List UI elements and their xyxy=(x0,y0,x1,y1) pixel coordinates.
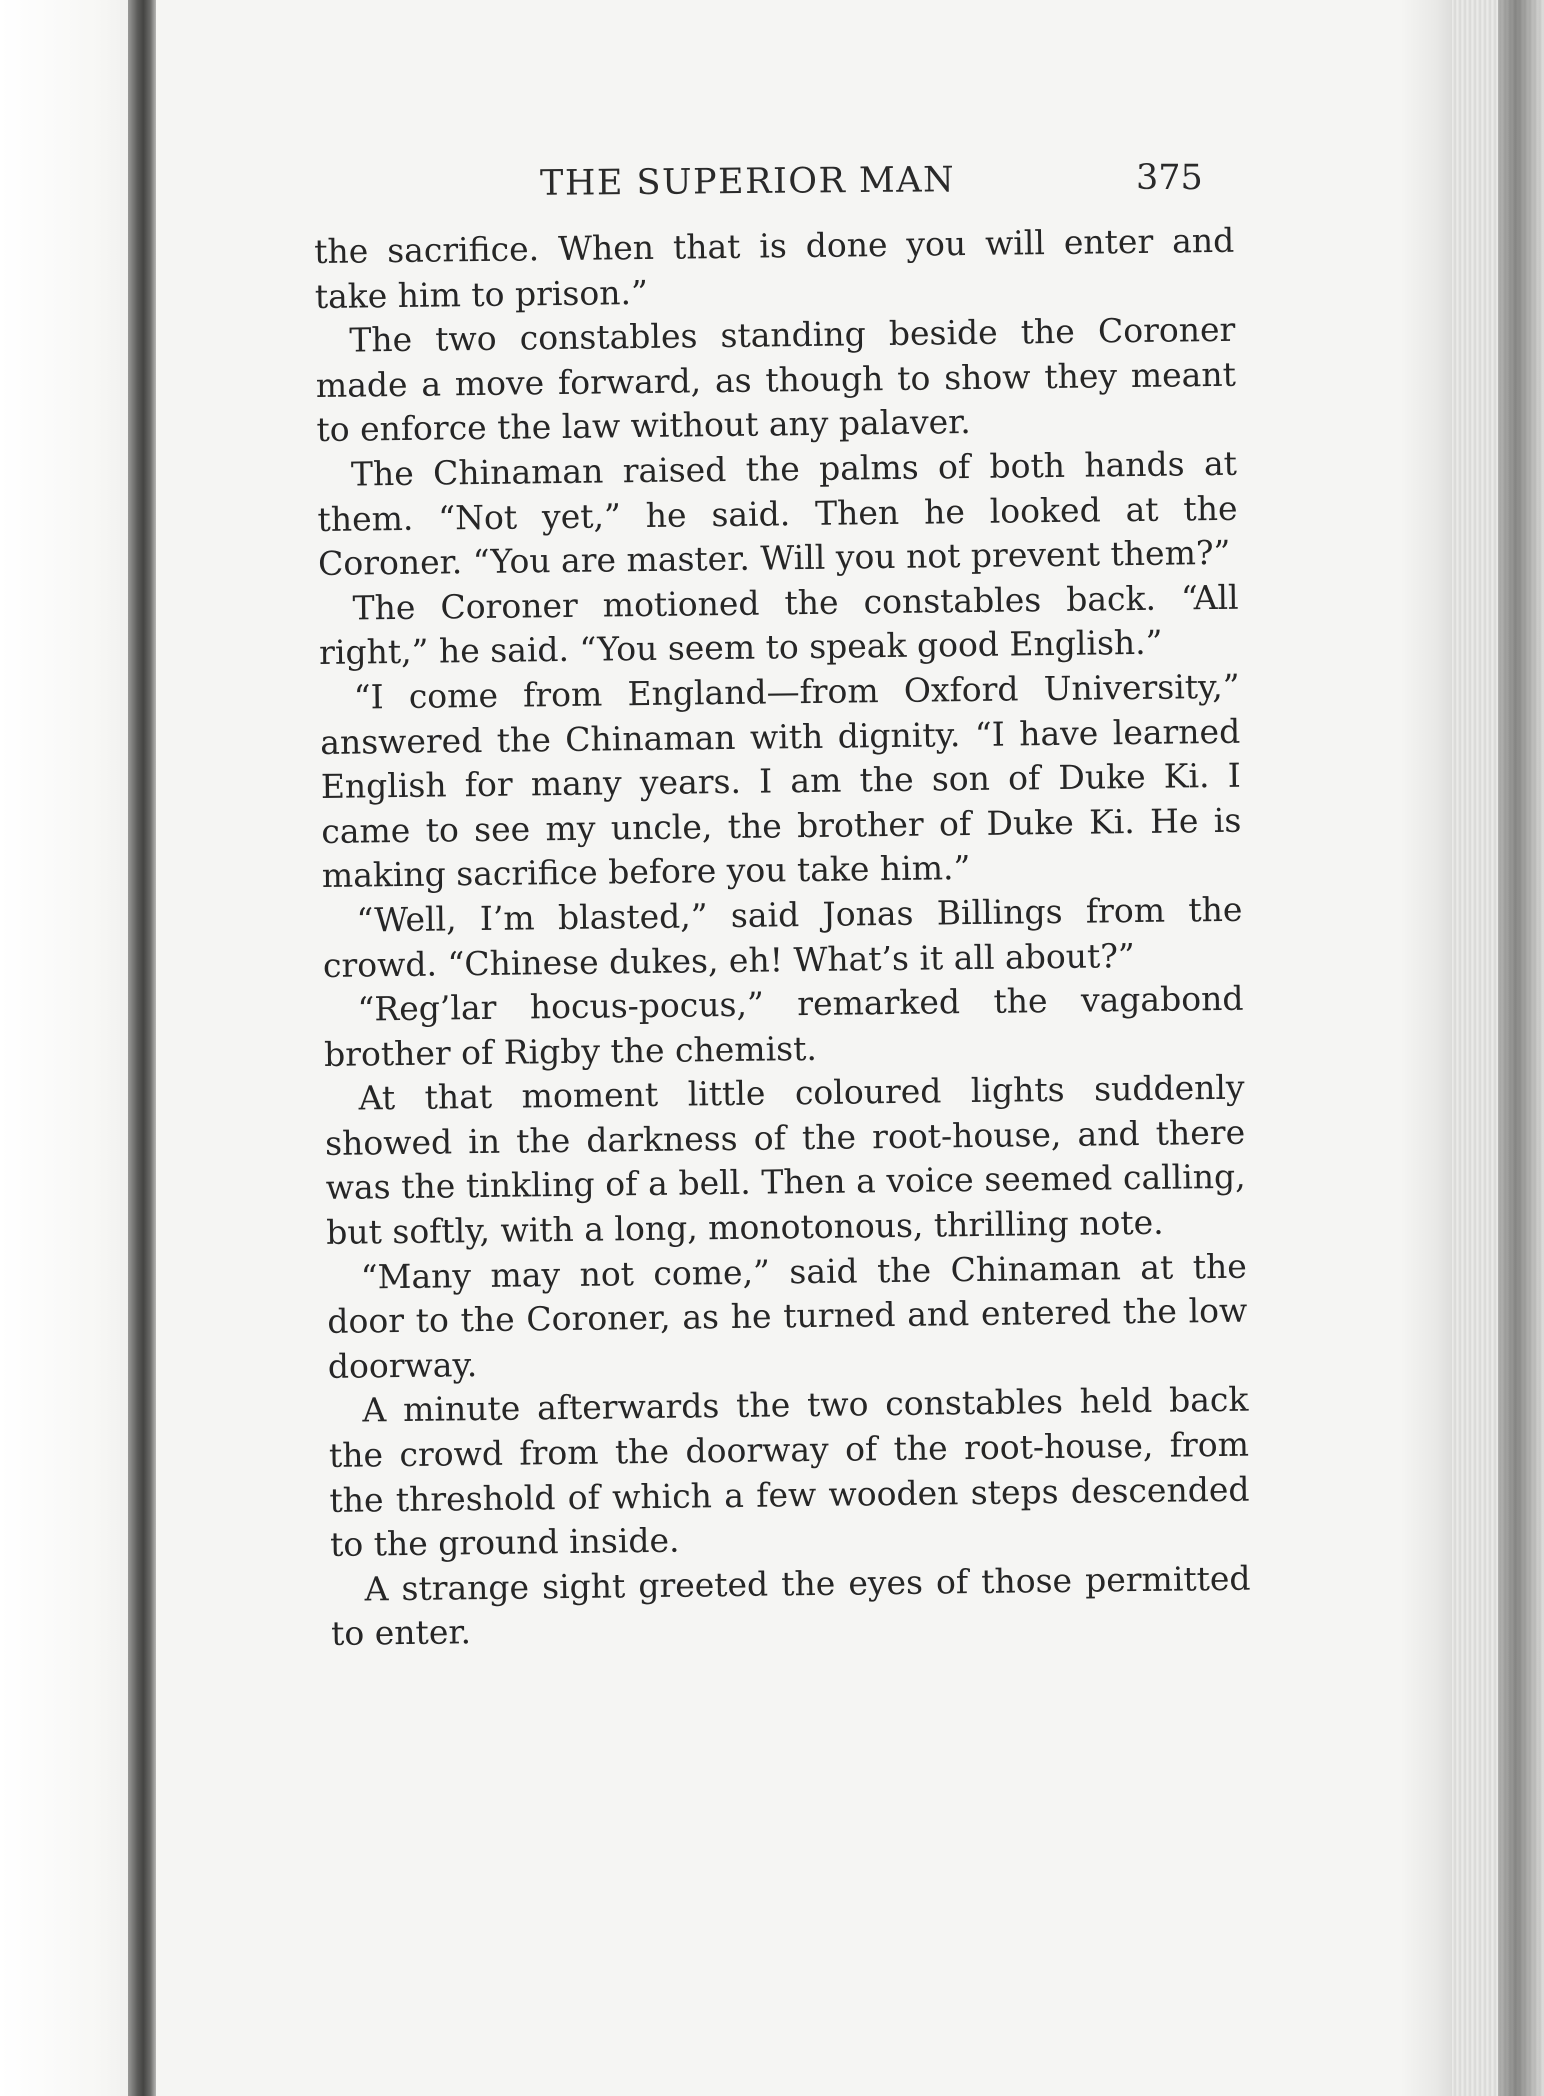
paragraph: “Reg’lar hocus-pocus,” remarked the vagabond brother of Rigby the chemist. xyxy=(323,978,1244,1074)
paragraph: The two constables standing beside the Coroner made a move forward, as though to show they meant to enforce the law without any palaver. xyxy=(315,309,1237,450)
paragraph: “Well, I’m blasted,” said Jonas Billings from the crowd. “Chinese dukes, eh! What’s it all about?” xyxy=(322,889,1243,985)
paragraph: The Chinaman raised the palms of both hands at them. “Not yet,” he said. Then he looked at the Coroner. “You are master. Will you not prevent them?” xyxy=(317,443,1238,584)
book-gutter xyxy=(128,0,156,2096)
paragraph: “I come from England—from Oxford University,” answered the Chinaman with dignity. “I have learned English for many years. I am the son of Duke Ki. I came to see my uncle, the brother of Duke Ki. He is making sacrifice before you take him.” xyxy=(320,666,1242,896)
facing-page-edge xyxy=(0,0,142,2096)
paragraph: At that moment little coloured lights suddenly showed in the darkness of the root-house, and there was the tinkling of a bell. Then a voice seemed calling, but softly, with a long, monotonous, thrilling note. xyxy=(324,1067,1246,1252)
paragraph: “Many may not come,” said the Chinaman at the door to the Coroner, as he turned and entered the low doorway. xyxy=(327,1246,1248,1386)
page-curl-shadow xyxy=(1400,0,1460,2096)
book-cover-edge xyxy=(1498,0,1544,2096)
paragraph: A minute afterwards the two constables held back the crowd from the doorway of the root-house, from the threshold of which a few wooden steps descended to the ground inside. xyxy=(328,1380,1250,1565)
paragraph: A strange sight greeted the eyes of those permitted to enter. xyxy=(330,1558,1251,1654)
running-head: THE SUPERIOR MAN xyxy=(539,160,956,204)
paragraph: The Coroner motioned the constables back. “All right,” he said. “You seem to speak good English.” xyxy=(318,577,1239,673)
paragraph: the sacrifice. When that is done you will enter and take him to prison.” xyxy=(314,220,1235,316)
page-number: 375 xyxy=(1136,158,1203,198)
body-text xyxy=(314,219,1251,1657)
